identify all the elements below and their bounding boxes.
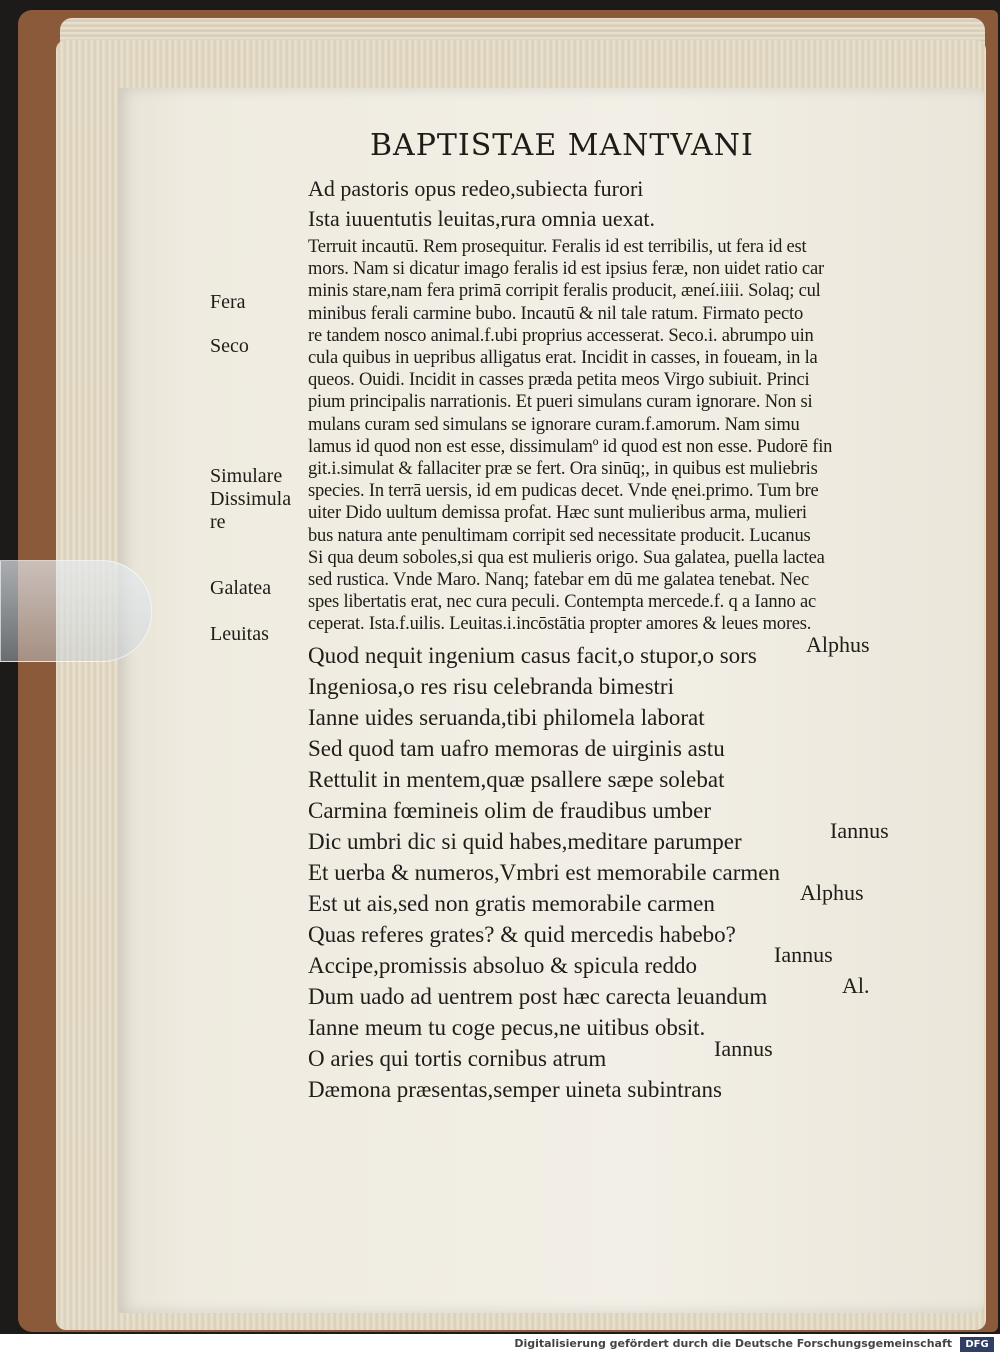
verse-line: Est ut ais,sed non gratis memorabile carmen (308, 890, 715, 916)
margin-note-leuitas: Leuitas (210, 623, 269, 645)
verse-line: Ingeniosa,o res risu celebranda bimestri (308, 673, 674, 699)
commentary-line: Si qua deum soboles,si qua est mulieris origo. Sua galatea, puella lactea (308, 547, 825, 568)
commentary-block (308, 236, 918, 636)
commentary-line: species. In terrā uersis, id em pudicas decet. Vnde ęnei.primo. Tum bre (308, 481, 819, 502)
commentary-line: bus natura ante penultimam corripit sed necessitate producit. Lucanus (308, 525, 811, 546)
footer-credit: Digitalisierung gefördert durch die Deutsche Forschungsgemeinschaft (514, 1337, 952, 1350)
footer-bar (0, 1334, 1000, 1356)
speaker-label: Iannus (774, 942, 833, 967)
commentary-line: uiter Dido uultum demissa profat. Hæc sunt mulieribus arma, mulieri (308, 503, 807, 524)
speaker-label: Al. (842, 973, 870, 998)
commentary-line: git.i.simulat & fallaciter præ se fert. Ora sinūq;, in quibus est muliebris (308, 459, 818, 480)
commentary-line: ceperat. Ista.f.uilis. Leuitas.i.incōstātia propter amores & leues mores. (308, 614, 812, 635)
margin-note-simulare: Simulare (210, 465, 283, 487)
verse-line: Ianne meum tu coge pecus,ne uitibus obsit. (308, 1014, 706, 1040)
commentary-line: minis stare,nam fera primā corripit feralis producit, æneí.iiii. Solaq; cul (308, 281, 821, 302)
verse-line: Dum uado ad uentrem post hæc carecta leuandum (308, 983, 768, 1009)
commentary-line: sed rustica. Vnde Maro. Nanq; fatebar em dū me galatea tenebat. Nec (308, 570, 809, 591)
commentary-line: Terruit incautū. Rem prosequitur. Feralis id est terribilis, ut fera id est (308, 237, 807, 257)
page-title: BAPTISTAE MANTVANI (370, 128, 754, 163)
speaker-label: Iannus (830, 818, 889, 843)
commentary-line: pium principalis narrationis. Et pueri simulans curam ignorare. Non si (308, 392, 813, 413)
page-clip (0, 560, 152, 662)
speaker-label: Alphus (806, 632, 870, 657)
verse-line: Ianne uides seruanda,tibi philomela laborat (308, 704, 705, 730)
commentary-line: lamus id quod non est esse, dissimulamº id quod est non esse. Pudorē fin (308, 436, 833, 457)
dfg-logo: DFG (960, 1337, 994, 1352)
commentary-line: queos. Ouidi. Incidit in casses præda petita meos Virgo subiuit. Princi (308, 370, 810, 391)
verse-line: Et uerba & numeros,Vmbri est memorabile carmen (308, 859, 780, 885)
commentary-line: re tandem nosco animal.f.ubi proprius accesserat. Seco.i. abrumpo uin (308, 325, 814, 346)
margin-note-galatea: Galatea (210, 577, 272, 599)
verse-line: Sed quod tam uafro memoras de uirginis astu (308, 735, 725, 761)
speaker-label: Iannus (714, 1036, 773, 1061)
verse-line: Quod nequit ingenium casus facit,o stupor,o sors (308, 642, 757, 668)
margin-note-fera: Fera (210, 291, 246, 313)
commentary-line: minibus ferali carmine bubo. Incautū & nil tale ratum. Firmato pecto (308, 303, 804, 324)
verse-line: O aries qui tortis cornibus atrum (308, 1045, 607, 1071)
margin-note-dissimulare-cont: re (210, 511, 226, 533)
verse-line: Dæmona præsentas,semper uineta subintrans (308, 1076, 722, 1102)
margin-note-dissimulare: Dissimula (210, 488, 292, 510)
commentary-line: mulans curam sed simulans se ignorare curam.f.amorum. Nam simu (308, 414, 800, 435)
verse-line: Ista iuuentutis leuitas,rura omnia uexat. (308, 206, 656, 231)
verse-line: Ad pastoris opus redeo,subiecta furori (308, 176, 644, 201)
speaker-label: Alphus (800, 880, 864, 905)
verse-line: Rettulit in mentem,quæ psallere sæpe solebat (308, 766, 725, 792)
verse-line: Accipe,promissis absoluo & spicula reddo (308, 952, 698, 978)
verse-line: Quas referes grates? & quid mercedis habebo? (308, 921, 736, 947)
commentary-line: cula quibus in uepribus alligatus erat. Incidit in casses, in foueam, in la (308, 348, 818, 369)
commentary-line: mors. Nam si dicatur imago feralis id est ipsius feræ, non uidet ratio car (308, 259, 824, 280)
commentary-line: spes libertatis erat, nec cura peculi. Contempta mercede.f. q a Ianno ac (308, 592, 816, 613)
verse-line: Carmina fœmineis olim de fraudibus umber (308, 797, 712, 823)
verse-line: Dic umbri dic si quid habes,meditare parumper (308, 828, 742, 854)
margin-note-seco: Seco (210, 335, 249, 357)
